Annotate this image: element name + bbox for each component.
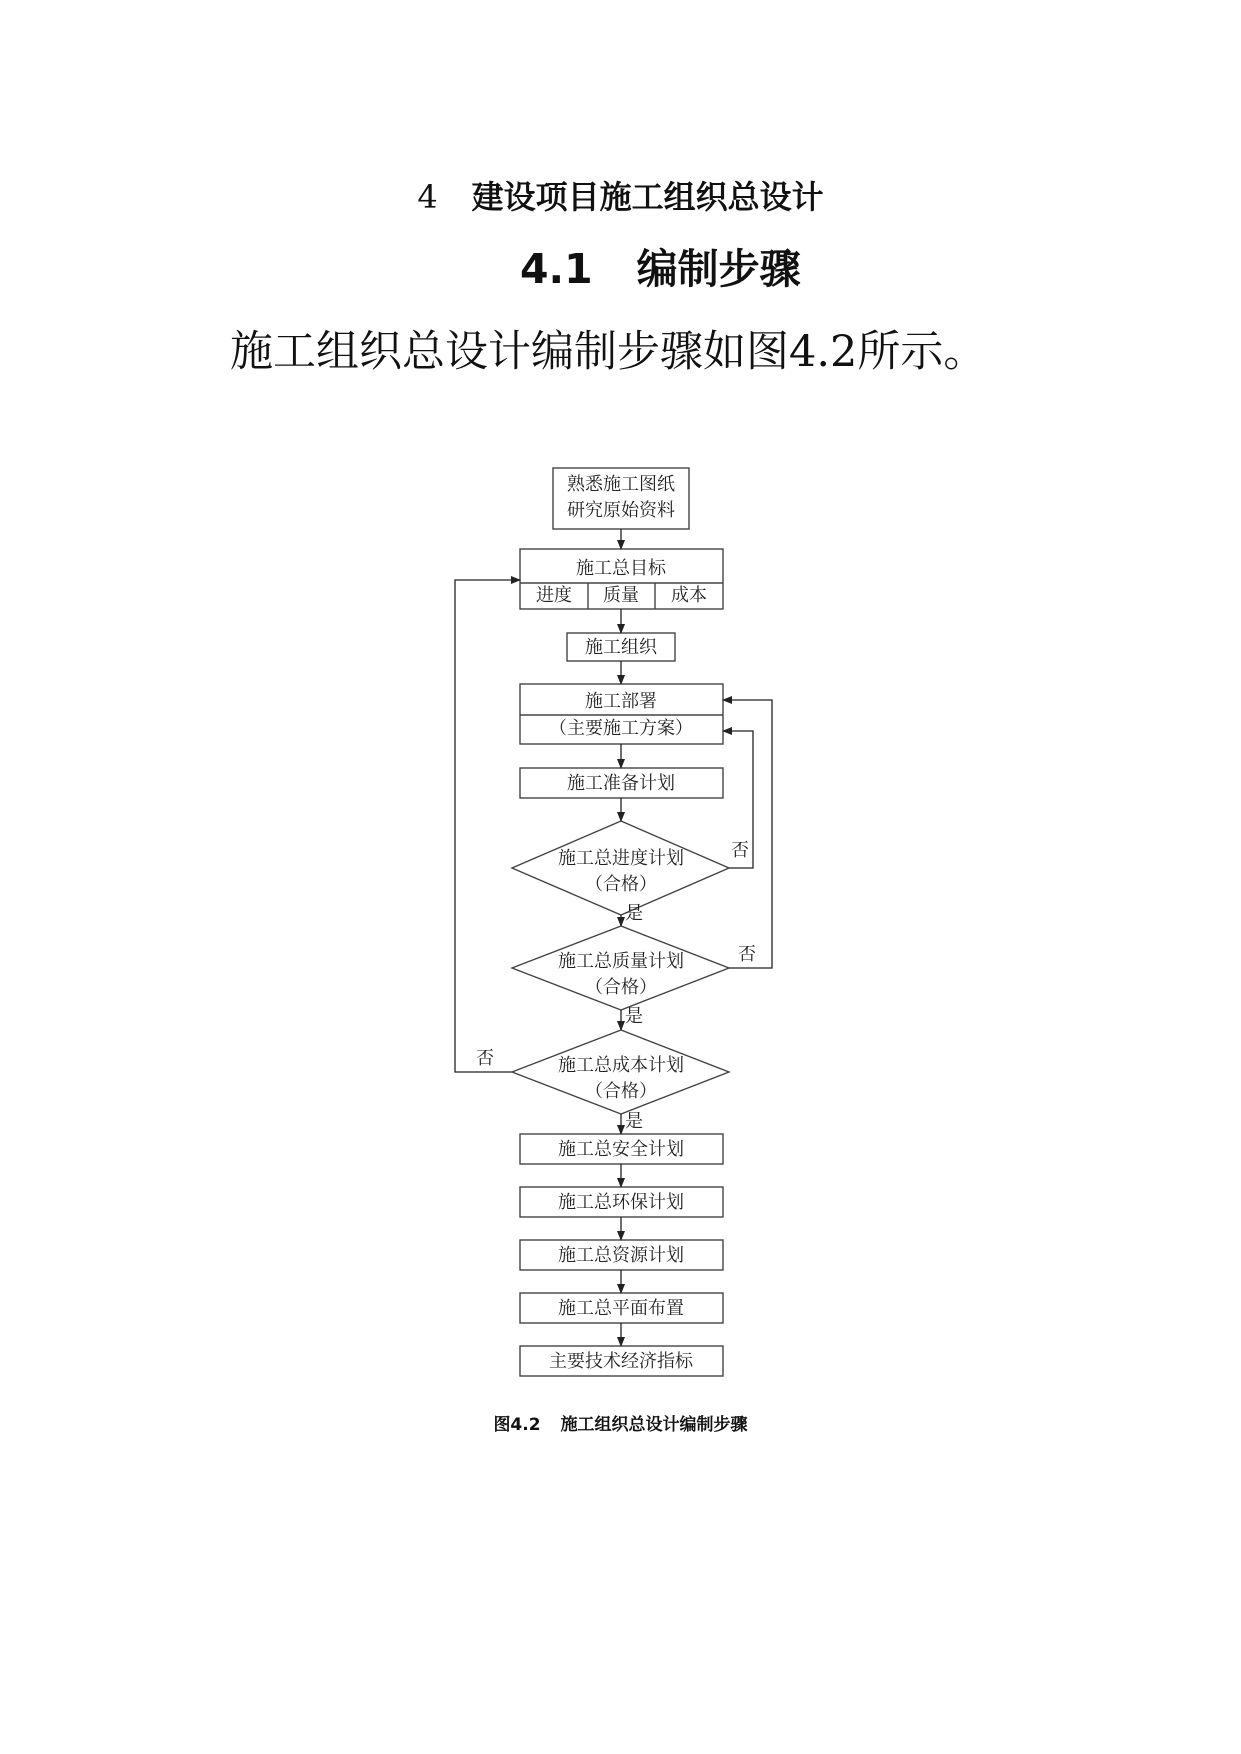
text-goal-cost: 成本 <box>671 585 707 606</box>
text-goal-progress: 进度 <box>536 585 572 606</box>
text-indicators: 主要技术经济指标 <box>549 1351 693 1372</box>
text-decision-progress: 施工总进度计划 <box>558 848 684 869</box>
text-resource-plan: 施工总资源计划 <box>558 1245 684 1266</box>
text-qualified-2: （合格） <box>585 977 657 998</box>
figure-title: 施工组织总设计编制步骤 <box>560 1415 748 1435</box>
label-yes-2: 是 <box>625 1006 643 1027</box>
label-yes-1: 是 <box>625 903 643 924</box>
section-number: 4.1 <box>520 245 593 293</box>
text-decision-cost: 施工总成本计划 <box>558 1055 684 1076</box>
label-yes-3: 是 <box>625 1111 643 1132</box>
text-decision-quality: 施工总质量计划 <box>558 951 684 972</box>
figure-number: 图4.2 <box>493 1415 541 1435</box>
label-no-1: 否 <box>731 840 749 861</box>
text-prep-plan: 施工准备计划 <box>567 773 675 794</box>
text-goal-quality: 质量 <box>603 585 639 606</box>
text-layout-plan: 施工总平面布置 <box>558 1298 684 1319</box>
text-total-goals: 施工总目标 <box>576 558 666 579</box>
text-qualified-1: （合格） <box>585 874 657 895</box>
section-title: 编制步骤 <box>636 245 801 293</box>
text-env-plan: 施工总环保计划 <box>558 1192 684 1213</box>
text-safety-plan: 施工总安全计划 <box>558 1139 684 1160</box>
text-study-materials: 研究原始资料 <box>567 500 675 521</box>
text-deployment: 施工部署 <box>585 691 657 712</box>
text-deployment-plan: （主要施工方案） <box>549 718 693 739</box>
chapter-title: 建设项目施工组织总设计 <box>471 178 824 216</box>
label-no-3: 否 <box>476 1048 494 1069</box>
chapter-number: 4 <box>417 178 438 216</box>
figure-caption <box>0 1410 1241 1435</box>
body-paragraph: 施工组织总设计编制步骤如图4.2所示。 <box>230 327 987 377</box>
label-no-2: 否 <box>738 944 756 965</box>
text-organization: 施工组织 <box>585 637 657 658</box>
text-study-drawings: 熟悉施工图纸 <box>567 474 675 495</box>
text-qualified-3: （合格） <box>585 1081 657 1102</box>
